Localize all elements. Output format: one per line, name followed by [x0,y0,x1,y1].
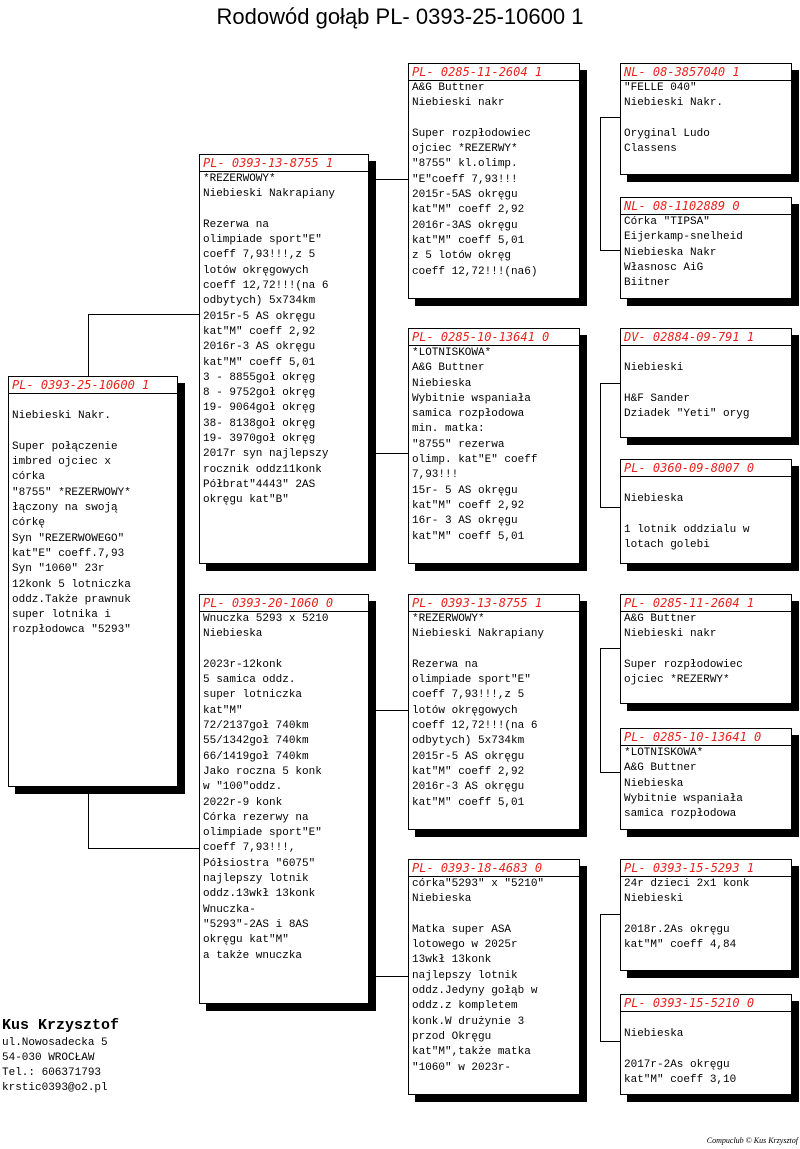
pigeon-card-fff[interactable] [620,63,792,175]
pigeon-card-mff[interactable] [620,594,792,704]
ring-number: PL- 0393-13-8755 1 [200,155,368,172]
connector-mm [600,914,601,1041]
owner-address: ul.Nowosadecka 5 [2,1037,108,1049]
owner-info [2,1016,119,1096]
connector-father [374,179,375,453]
connector-mother [374,710,375,976]
pigeon-card-mfm[interactable] [620,728,792,830]
pigeon-card-fmf[interactable] [620,328,792,438]
connector-ff [600,117,601,250]
ring-number: DV- 02884-09-791 1 [621,329,791,346]
ring-number: PL- 0285-10-13641 0 [621,729,791,746]
footer-credit: Compuclub © Kus Krzysztof [706,1136,798,1145]
connector-ff-a [600,117,620,118]
pigeon-description: Wnuczka 5293 x 5210 Niebieska 2023r-12konk 5 samica oddz. super lotniczka kat"M" 72/2137goł 740km 55/1342goł 740km 66/1419goł 740km Jako roczna 5 konk w "100"oddz. 2022r-9 konk Córka rezerwy na olimpiade sport"E" coeff 7,93!!!, Półsiostra "6075" najlepszy lotnik oddz.13wkł 13konk Wnuczka- "5293"-2AS i 8AS okręgu kat"M" a także wnuczka [203,613,329,962]
ring-number: PL- 0285-11-2604 1 [621,595,791,612]
pigeon-card-fm[interactable] [408,328,580,564]
ring-number: PL- 0393-20-1060 0 [200,595,368,612]
pedigree-title: Rodowód gołąb PL- 0393-25-10600 1 [216,4,584,29]
pigeon-description: 24r dzieci 2x1 konk Niebieski 2018r.2As okręgu kat"M" coeff 4,84 [624,878,750,952]
pigeon-card-mother[interactable] [199,594,369,1004]
connector-mf [600,648,601,772]
ring-number: PL- 0360-09-8007 0 [621,460,791,477]
ring-number: NL- 08-1102889 0 [621,198,791,215]
ring-number: PL- 0393-25-10600 1 [9,377,177,394]
connector-fm [600,383,601,507]
pigeon-card-father[interactable] [199,154,369,564]
ring-number: PL- 0393-13-8755 1 [409,595,579,612]
connector-mother-mm [374,976,408,977]
ring-number: NL- 08-3857040 1 [621,64,791,81]
pigeon-description: córka"5293" x "5210" Niebieska Matka super ASA lotowego w 2025r 13wkł 13konk najlepszy lotnik oddz.Jedyny gołąb w oddz.z kompletem konk.W drużynie 3 przod Okręgu kat"M",także matka "1060" w 2023r- [412,878,545,1074]
connector-main-mother [88,848,199,849]
pigeon-description: "FELLE 040" Niebieski Nakr. Oryginal Ludo Classens [624,82,724,156]
pigeon-card-main[interactable] [8,376,178,787]
pigeon-card-mf[interactable] [408,594,580,830]
connector-mf-a [600,648,620,649]
ring-number: PL- 0393-15-5210 0 [621,995,791,1012]
pigeon-description: *REZERWOWY* Niebieski Nakrapiany Rezerwa na olimpiade sport"E" coeff 7,93!!!,z 5 lotów okręgowych coeff 12,72!!!(na 6 odbytych) 5x734km 2015r-5 AS okręgu kat"M" coeff 2,92 2016r-3 AS okręgu kat"M" coeff 5,01 3 - 8855goł okręg 8 - 9752goł okręg 19- 9064goł okręg 38- 8138goł okręg 19- 3970goł okręg 2017r syn najlepszy rocznik oddz11konk Półbrat"4443" 2AS okręgu kat"B" [203,173,336,507]
ring-number: PL- 0285-10-13641 0 [409,329,579,346]
pigeon-card-mmm[interactable] [620,994,792,1095]
pigeon-description: Niebieski H&F Sander Dziadek "Yeti" oryg [624,362,750,421]
connector-father-fm [374,453,408,454]
pigeon-description: A&G Buttner Niebieski nakr Super rozpłodowiec ojciec *REZERWY* "8755" kl.olimp. "E"coeff 7,93!!! 2015r-5AS okręgu kat"M" coeff 2,92 2016r-3AS okręgu kat"M" coeff 5,01 z 5 lotów okręg coeff 12,72!!!(na6) [412,82,538,278]
owner-city: 54-030 WROCŁAW [2,1052,95,1064]
pigeon-card-ff[interactable] [408,63,580,299]
pigeon-card-mm[interactable] [408,859,580,1095]
pigeon-description: Niebieska 1 lotnik oddzialu w lotach golebi [624,493,750,552]
pigeon-description: *LOTNISKOWA* A&G Buttner Niebieska Wybitnie wspaniała samica rozpłodowa [624,747,743,821]
connector-fm-b [600,507,620,508]
pigeon-description: Niebieska 2017r-2As okręgu kat"M" coeff 3,10 [624,1028,737,1087]
connector-mother-mf [374,710,408,711]
connector-mf-b [600,772,620,773]
pigeon-description: Córka "TIPSA" Eijerkamp-snelheid Niebieska Nakr Własnosc AiG Biitner [624,216,743,290]
connector-main-father [88,314,199,315]
connector-ff-b [600,250,620,251]
owner-email[interactable]: krstic0393@o2.pl [2,1082,108,1094]
pigeon-description: *REZERWOWY* Niebieski Nakrapiany Rezerwa na olimpiade sport"E" coeff 7,93!!!,z 5 lotów okręgowych coeff 12,72!!!(na 6 odbytych) 5x734km 2015r-5 AS okręgu kat"M" coeff 2,92 2016r-3 AS okręgu kat"M" coeff 5,01 [412,613,545,809]
connector-father-ff [374,179,408,180]
owner-phone: Tel.: 606371793 [2,1067,102,1079]
owner-name: Kus Krzysztof [2,1017,120,1034]
pigeon-card-fmm[interactable] [620,459,792,564]
pigeon-description: A&G Buttner Niebieski nakr Super rozpłodowiec ojciec *REZERWY* [624,613,743,687]
ring-number: PL- 0393-18-4683 0 [409,860,579,877]
pigeon-description: Niebieski Nakr. Super połączenie imbred ojciec x córka "8755" *REZERWOWY* łączony na swoją córkę Syn "REZERWOWEGO" kat"E" coeff.7,93 Syn "1060" 23r 12konk 5 lotniczka oddz.Także prawnuk super lotnika i rozpłodowca "5293" [12,410,131,637]
connector-mm-a [600,914,620,915]
pigeon-card-mmf[interactable] [620,859,792,971]
connector-mm-b [600,1041,620,1042]
ring-number: PL- 0393-15-5293 1 [621,860,791,877]
connector-fm-a [600,383,620,384]
pigeon-description: *LOTNISKOWA* A&G Buttner Niebieska Wybitnie wspaniała samica rozpłodowa min. matka: "8755" rezerwa olimp. kat"E" coeff 7,93!!! 15r- 5 AS okręgu kat"M" coeff 2,92 16r- 3 AS okręgu kat"M" coeff 5,01 [412,347,538,543]
ring-number: PL- 0285-11-2604 1 [409,64,579,81]
pigeon-card-ffm[interactable] [620,197,792,299]
